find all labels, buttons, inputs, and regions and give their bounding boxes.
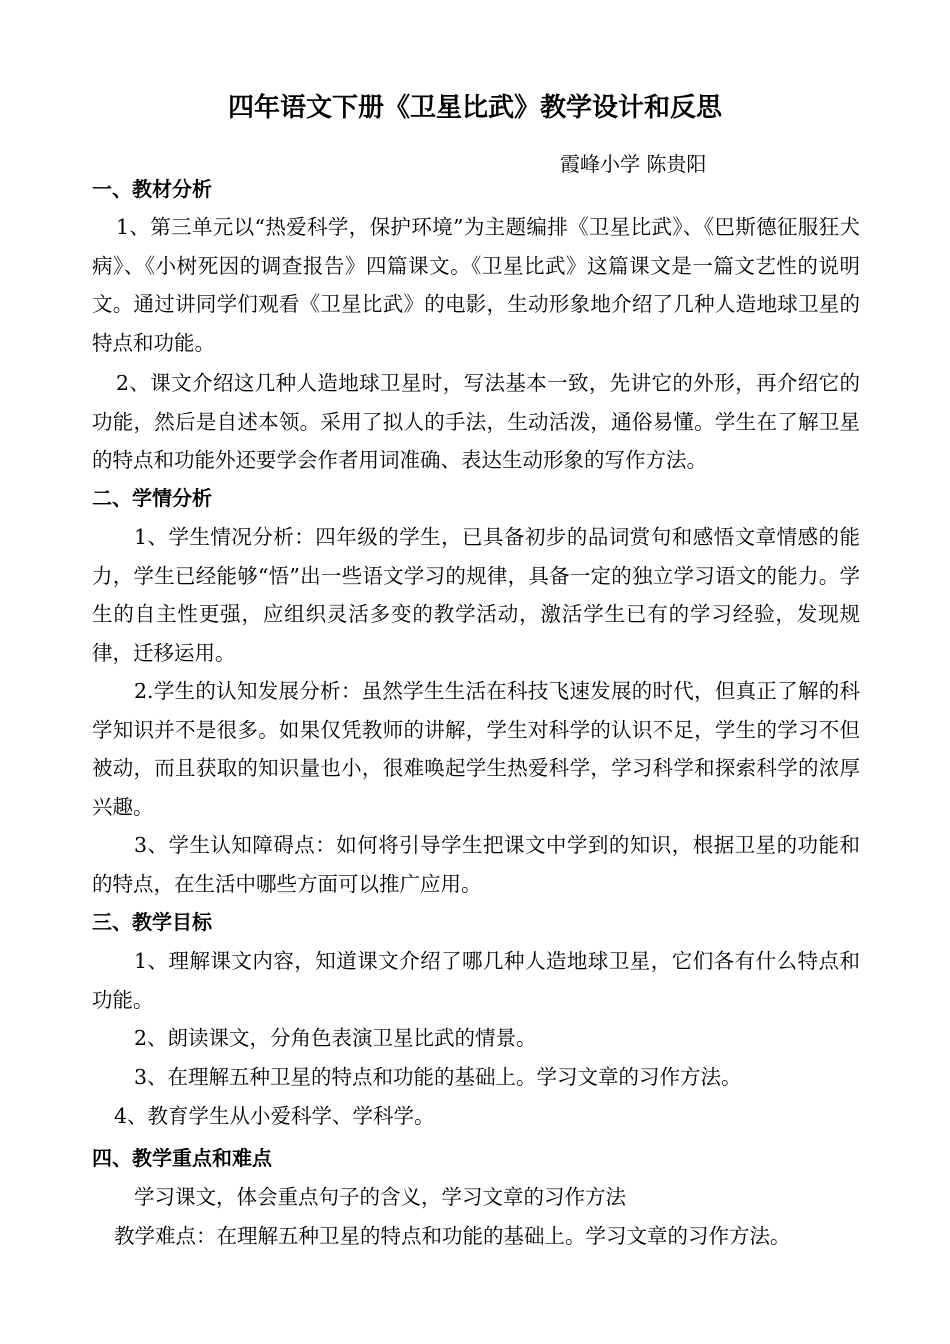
- paragraph: 2、朗读课文，分角色表演卫星比武的情景。: [134, 1026, 537, 1050]
- paragraph: 3、学生认知障碍点：如何将引导学生把课文中学到的知识，根据卫星的功能和的特点，在生活中哪些方面可以推广应用。: [92, 833, 860, 896]
- section-heading-textbook-analysis: 一、教材分析: [92, 177, 212, 201]
- paragraph: 2.学生的认知发展分析：虽然学生生活在科技飞速发展的时代，但真正了解的科学知识并不是很多。如果仅凭教师的讲解，学生对科学的认识不足，学生的学习不但被动，而且获取的知识量也小，很难唤起学生热爱科学，学习科学和探索科学的浓厚兴趣。: [92, 679, 860, 819]
- paragraph: 1、第三单元以“热爱科学，保护环境”为主题编排《卫星比武》、《巴斯德征服狂犬病》、《小树死因的调查报告》四篇课文。《卫星比武》这篇课文是一篇文艺性的说明文。通过讲同学们观看《卫星比武》的电影，生动形象地介绍了几种人造地球卫星的特点和功能。: [92, 215, 860, 355]
- paragraph: 教学难点：在理解五种卫星的特点和功能的基础上。学习文章的习作方法。: [114, 1224, 791, 1248]
- author-line: 霞峰小学 陈贵阳: [560, 152, 707, 176]
- section-heading-student-analysis: 二、学情分析: [92, 486, 212, 510]
- section-heading-teaching-goals: 三、教学目标: [92, 910, 212, 934]
- paragraph: 1、理解课文内容，知道课文介绍了哪几种人造地球卫星，它们各有什么特点和功能。: [92, 949, 860, 1012]
- document-title: 四年语文下册《卫星比武》教学设计和反思: [227, 93, 722, 123]
- paragraph: 2、课文介绍这几种人造地球卫星时，写法基本一致，先讲它的外形，再介绍它的功能，然后是自述本领。采用了拟人的手法，生动活泼，通俗易懂。学生在了解卫星的特点和功能外还要学会作者用词准确、表达生动形象的写作方法。: [92, 371, 860, 472]
- paragraph: 3、在理解五种卫星的特点和功能的基础上。学习文章的习作方法。: [134, 1065, 742, 1089]
- paragraph: 学习课文，体会重点句子的含义，学习文章的习作方法: [134, 1185, 626, 1209]
- section-heading-key-points: 四、教学重点和难点: [92, 1146, 272, 1170]
- paragraph: 1、学生情况分析：四年级的学生，已具备初步的品词赏句和感悟文章情感的能力，学生已经能够“悟”出一些语文学习的规律，具备一定的独立学习语文的能力。学生的自主性更强，应组织灵活多变的教学活动，激活学生已有的学习经验，发现规律，迁移运用。: [92, 525, 860, 665]
- paragraph: 4、教育学生从小爱科学、学科学。: [114, 1104, 435, 1128]
